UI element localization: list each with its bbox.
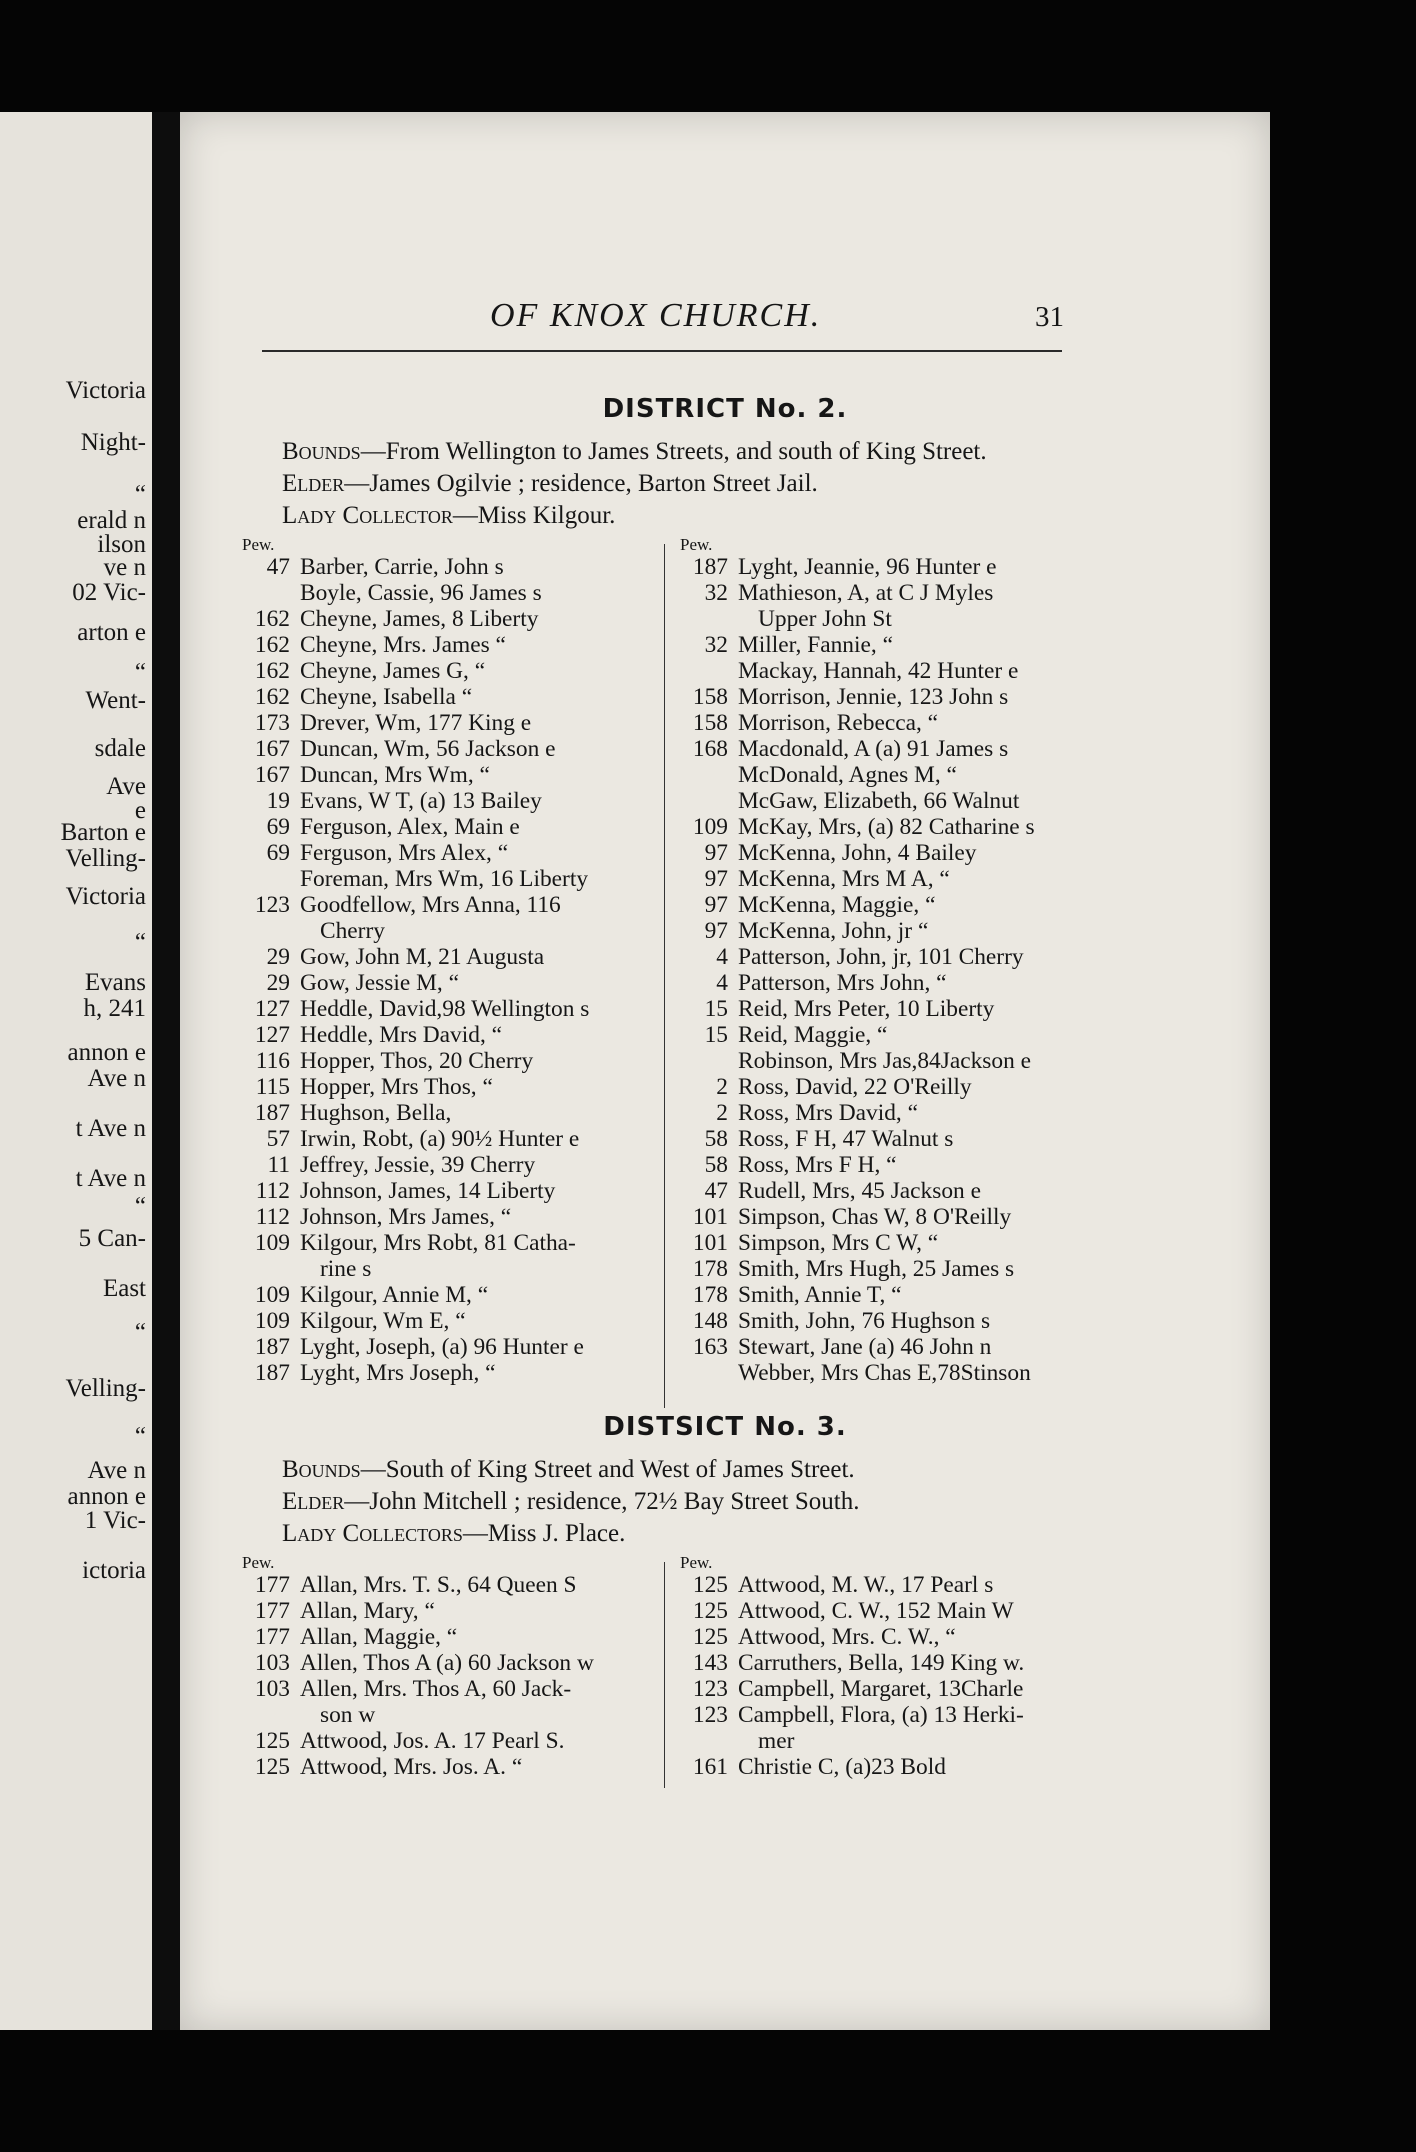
member-entry: Attwood, M. W., 17 Pearl s bbox=[738, 1572, 994, 1598]
list-item bbox=[678, 1754, 1078, 1780]
list-item bbox=[678, 554, 1078, 580]
member-entry: Irwin, Robt, (a) 90½ Hunter e bbox=[300, 1126, 580, 1152]
list-item bbox=[240, 736, 640, 762]
pew-number: 127 bbox=[254, 1022, 290, 1048]
list-item bbox=[678, 606, 1078, 632]
previous-page-edge bbox=[0, 112, 152, 2030]
member-entry: Drever, Wm, 177 King e bbox=[300, 710, 532, 736]
pew-number: 57 bbox=[266, 1126, 290, 1152]
list-item bbox=[240, 1676, 640, 1702]
list-item bbox=[678, 1126, 1078, 1152]
pew-number bbox=[678, 658, 738, 684]
list-item bbox=[240, 658, 640, 684]
previous-page-text: “ bbox=[134, 1193, 146, 1220]
list-item bbox=[678, 1074, 1078, 1100]
list-item bbox=[678, 1650, 1078, 1676]
pew-number: 158 bbox=[692, 684, 728, 710]
member-entry: Johnson, James, 14 Liberty bbox=[300, 1178, 556, 1204]
list-item bbox=[240, 1360, 640, 1386]
member-entry: Ross, F H, 47 Walnut s bbox=[738, 1126, 954, 1152]
member-entry: McKay, Mrs, (a) 82 Catharine s bbox=[738, 814, 1035, 840]
list-item bbox=[678, 1048, 1078, 1074]
member-entry: Upper John St bbox=[758, 606, 892, 632]
member-entry: Patterson, John, jr, 101 Cherry bbox=[738, 944, 1024, 970]
previous-page-text: arton e bbox=[77, 619, 146, 646]
list-item bbox=[240, 1022, 640, 1048]
document-page bbox=[180, 112, 1270, 2030]
pew-number: 123 bbox=[692, 1702, 728, 1728]
member-entry: McDonald, Agnes M, “ bbox=[738, 762, 957, 788]
list-item bbox=[240, 944, 640, 970]
list-item bbox=[678, 1572, 1078, 1598]
previous-page-text: h, 241 bbox=[83, 995, 146, 1022]
list-item bbox=[240, 554, 640, 580]
pew-number: 162 bbox=[254, 684, 290, 710]
member-entry: Hopper, Mrs Thos, “ bbox=[300, 1074, 493, 1100]
previous-page-text: 02 Vic- bbox=[72, 579, 146, 606]
previous-page-text: ve n bbox=[103, 554, 146, 581]
pew-number: 125 bbox=[254, 1728, 290, 1754]
list-item bbox=[240, 970, 640, 996]
member-entry: Attwood, Jos. A. 17 Pearl S. bbox=[300, 1728, 565, 1754]
member-entry: Christie C, (a)23 Bold bbox=[738, 1754, 946, 1780]
list-item bbox=[240, 866, 640, 892]
pew-number: 112 bbox=[255, 1204, 290, 1230]
list-item bbox=[240, 892, 640, 918]
member-entry: Hughson, Bella, bbox=[300, 1100, 452, 1126]
list-item bbox=[240, 762, 640, 788]
pew-number bbox=[240, 866, 300, 892]
district-3-left-column bbox=[240, 1554, 640, 1780]
running-head bbox=[180, 297, 1270, 337]
previous-page-text: 5 Can- bbox=[78, 1225, 146, 1252]
list-item bbox=[240, 1334, 640, 1360]
member-entry: Kilgour, Wm E, “ bbox=[300, 1308, 466, 1334]
district-3-collector: Lady Collectors—Miss J. Place. bbox=[282, 1520, 626, 1547]
member-entry: Ross, David, 22 O'Reilly bbox=[738, 1074, 972, 1100]
member-entry: Cheyne, James, 8 Liberty bbox=[300, 606, 539, 632]
pew-number: 187 bbox=[254, 1100, 290, 1126]
pew-label: Pew. bbox=[680, 535, 713, 554]
member-entry: Stewart, Jane (a) 46 John n bbox=[738, 1334, 992, 1360]
pew-number: 162 bbox=[254, 658, 290, 684]
member-entry: Simpson, Chas W, 8 O'Reilly bbox=[738, 1204, 1012, 1230]
member-entry: Foreman, Mrs Wm, 16 Liberty bbox=[300, 866, 589, 892]
previous-page-text: t Ave n bbox=[75, 1165, 146, 1192]
column-divider bbox=[664, 544, 665, 1408]
previous-page-text: “ bbox=[134, 1319, 146, 1346]
pew-number: 32 bbox=[704, 632, 728, 658]
member-entry: Morrison, Rebecca, “ bbox=[738, 710, 939, 736]
previous-page-text: Went- bbox=[85, 687, 146, 714]
pew-number: 187 bbox=[692, 554, 728, 580]
list-item bbox=[240, 814, 640, 840]
member-entry: Mackay, Hannah, 42 Hunter e bbox=[738, 658, 1019, 684]
pew-number: 168 bbox=[692, 736, 728, 762]
previous-page-text: annon e bbox=[67, 1483, 146, 1510]
district-3-elder: Elder—John Mitchell ; residence, 72½ Bay Street South. bbox=[282, 1488, 860, 1515]
pew-number: 11 bbox=[267, 1152, 290, 1178]
list-item bbox=[678, 710, 1078, 736]
list-item bbox=[240, 1650, 640, 1676]
pew-number: 103 bbox=[254, 1676, 290, 1702]
member-entry: Attwood, C. W., 152 Main W bbox=[738, 1598, 1014, 1624]
member-entry: Heddle, Mrs David, “ bbox=[300, 1022, 503, 1048]
member-entry: Miller, Fannie, “ bbox=[738, 632, 893, 658]
member-entry: Campbell, Flora, (a) 13 Herki- bbox=[738, 1702, 1024, 1728]
member-entry: Allen, Thos A (a) 60 Jackson w bbox=[300, 1650, 594, 1676]
member-entry: Heddle, David,98 Wellington s bbox=[300, 996, 590, 1022]
member-entry: Morrison, Jennie, 123 John s bbox=[738, 684, 1009, 710]
list-item bbox=[678, 1702, 1078, 1728]
member-entry: mer bbox=[758, 1728, 795, 1754]
pew-number: 97 bbox=[704, 918, 728, 944]
pew-number: 2 bbox=[716, 1074, 728, 1100]
member-entry: Cherry bbox=[320, 918, 385, 944]
pew-number: 101 bbox=[692, 1204, 728, 1230]
member-entry: Lyght, Jeannie, 96 Hunter e bbox=[738, 554, 997, 580]
pew-label: Pew. bbox=[242, 535, 275, 554]
list-item bbox=[678, 814, 1078, 840]
pew-number: 115 bbox=[255, 1074, 290, 1100]
list-item bbox=[240, 606, 640, 632]
member-entry: Evans, W T, (a) 13 Bailey bbox=[300, 788, 542, 814]
list-item bbox=[240, 632, 640, 658]
list-item bbox=[678, 1204, 1078, 1230]
previous-page-text: t Ave n bbox=[75, 1115, 146, 1142]
list-item bbox=[240, 1204, 640, 1230]
list-item bbox=[678, 944, 1078, 970]
pew-number: 125 bbox=[254, 1754, 290, 1780]
header-rule bbox=[262, 350, 1062, 352]
list-item bbox=[240, 1308, 640, 1334]
list-item bbox=[240, 918, 640, 944]
previous-page-text: Barton e bbox=[60, 819, 146, 846]
previous-page-text: 1 Vic- bbox=[84, 1507, 146, 1534]
pew-number: 148 bbox=[692, 1308, 728, 1334]
pew-number: 162 bbox=[254, 632, 290, 658]
pew-number: 109 bbox=[692, 814, 728, 840]
member-entry: Lyght, Mrs Joseph, “ bbox=[300, 1360, 496, 1386]
pew-number bbox=[240, 918, 300, 944]
previous-page-text: Ave n bbox=[87, 1457, 146, 1484]
pew-number: 97 bbox=[704, 840, 728, 866]
pew-number bbox=[240, 1256, 300, 1282]
pew-number: 47 bbox=[704, 1178, 728, 1204]
member-entry: Ferguson, Alex, Main e bbox=[300, 814, 520, 840]
pew-number: 97 bbox=[704, 866, 728, 892]
pew-number: 101 bbox=[692, 1230, 728, 1256]
list-item bbox=[678, 866, 1078, 892]
member-entry: McKenna, John, 4 Bailey bbox=[738, 840, 977, 866]
list-item bbox=[678, 1624, 1078, 1650]
previous-page-text: Ave bbox=[106, 773, 146, 800]
pew-number: 69 bbox=[266, 840, 290, 866]
list-item bbox=[678, 1728, 1078, 1754]
pew-number: 19 bbox=[266, 788, 290, 814]
pew-label: Pew. bbox=[680, 1553, 713, 1572]
pew-number: 162 bbox=[254, 606, 290, 632]
list-item bbox=[240, 710, 640, 736]
list-item bbox=[678, 1282, 1078, 1308]
pew-label: Pew. bbox=[242, 1553, 275, 1572]
pew-number: 173 bbox=[254, 710, 290, 736]
list-item bbox=[678, 1360, 1078, 1386]
list-item bbox=[678, 1598, 1078, 1624]
district-2-collector: Lady Collector—Miss Kilgour. bbox=[282, 502, 616, 529]
member-entry: rine s bbox=[320, 1256, 372, 1282]
member-entry: Cheyne, James G, “ bbox=[300, 658, 486, 684]
list-item bbox=[678, 1308, 1078, 1334]
list-item bbox=[678, 1022, 1078, 1048]
previous-page-text: “ bbox=[134, 929, 146, 956]
pew-number: 158 bbox=[692, 710, 728, 736]
previous-page-text: Evans bbox=[84, 969, 146, 996]
list-item bbox=[240, 1256, 640, 1282]
list-item bbox=[240, 1074, 640, 1100]
district-2-heading: DISTRICT No. 2. bbox=[602, 394, 848, 424]
member-entry: Smith, John, 76 Hughson s bbox=[738, 1308, 991, 1334]
member-entry: son w bbox=[320, 1702, 376, 1728]
pew-number bbox=[678, 762, 738, 788]
book-gutter bbox=[152, 112, 180, 2030]
pew-number: 109 bbox=[254, 1308, 290, 1334]
list-item bbox=[240, 1728, 640, 1754]
member-entry: McGaw, Elizabeth, 66 Walnut bbox=[738, 788, 1020, 814]
member-entry: Kilgour, Mrs Robt, 81 Catha- bbox=[300, 1230, 576, 1256]
previous-page-text: e bbox=[134, 797, 146, 824]
district-3-heading: DISTSICT No. 3. bbox=[603, 1412, 847, 1442]
member-entry: Johnson, Mrs James, “ bbox=[300, 1204, 512, 1230]
list-item bbox=[678, 762, 1078, 788]
member-entry: Jeffrey, Jessie, 39 Cherry bbox=[300, 1152, 536, 1178]
list-item bbox=[240, 684, 640, 710]
pew-number: 29 bbox=[266, 970, 290, 996]
list-item bbox=[678, 736, 1078, 762]
list-item bbox=[240, 788, 640, 814]
list-item bbox=[678, 892, 1078, 918]
pew-number: 161 bbox=[692, 1754, 728, 1780]
pew-number: 97 bbox=[704, 892, 728, 918]
pew-number: 109 bbox=[254, 1230, 290, 1256]
pew-number bbox=[678, 1048, 738, 1074]
pew-number: 69 bbox=[266, 814, 290, 840]
member-entry: Allan, Maggie, “ bbox=[300, 1624, 458, 1650]
column-divider bbox=[664, 1562, 665, 1788]
member-entry: McKenna, Maggie, “ bbox=[738, 892, 936, 918]
pew-number: 109 bbox=[254, 1282, 290, 1308]
previous-page-text: sdale bbox=[94, 735, 146, 762]
member-entry: Boyle, Cassie, 96 James s bbox=[300, 580, 542, 606]
list-item bbox=[240, 1598, 640, 1624]
list-item bbox=[678, 970, 1078, 996]
pew-number: 125 bbox=[692, 1572, 728, 1598]
pew-number bbox=[678, 1728, 738, 1754]
member-entry: Lyght, Joseph, (a) 96 Hunter e bbox=[300, 1334, 584, 1360]
list-item bbox=[678, 996, 1078, 1022]
pew-number: 177 bbox=[254, 1598, 290, 1624]
member-entry: Gow, Jessie M, “ bbox=[300, 970, 459, 996]
member-entry: Ferguson, Mrs Alex, “ bbox=[300, 840, 509, 866]
member-entry: Webber, Mrs Chas E,78Stinson bbox=[738, 1360, 1031, 1386]
pew-number: 58 bbox=[704, 1126, 728, 1152]
pew-number: 58 bbox=[704, 1152, 728, 1178]
previous-page-text: “ bbox=[134, 1423, 146, 1450]
pew-number bbox=[240, 580, 300, 606]
list-item bbox=[240, 1178, 640, 1204]
previous-page-text: Victoria bbox=[65, 883, 146, 910]
page-number: 31 bbox=[1035, 301, 1064, 333]
member-entry: Reid, Mrs Peter, 10 Liberty bbox=[738, 996, 995, 1022]
pew-number: 15 bbox=[704, 996, 728, 1022]
member-entry: Kilgour, Annie M, “ bbox=[300, 1282, 489, 1308]
previous-page-text: ilson bbox=[97, 531, 146, 558]
list-item bbox=[240, 1100, 640, 1126]
district-3-right-column bbox=[678, 1554, 1078, 1780]
list-item bbox=[240, 1126, 640, 1152]
member-entry: Duncan, Wm, 56 Jackson e bbox=[300, 736, 556, 762]
pew-number: 177 bbox=[254, 1572, 290, 1598]
list-item bbox=[240, 1572, 640, 1598]
member-entry: Reid, Maggie, “ bbox=[738, 1022, 888, 1048]
pew-number: 29 bbox=[266, 944, 290, 970]
previous-page-text: Victoria bbox=[65, 377, 146, 404]
member-entry: Goodfellow, Mrs Anna, 116 bbox=[300, 892, 561, 918]
member-entry: Mathieson, A, at C J Myles bbox=[738, 580, 994, 606]
district-2-right-column bbox=[678, 536, 1078, 1386]
list-item bbox=[240, 1282, 640, 1308]
pew-number: 178 bbox=[692, 1256, 728, 1282]
pew-number: 123 bbox=[254, 892, 290, 918]
pew-number: 47 bbox=[266, 554, 290, 580]
member-entry: Allan, Mrs. T. S., 64 Queen S bbox=[300, 1572, 577, 1598]
list-item bbox=[678, 658, 1078, 684]
member-entry: Robinson, Mrs Jas,84Jackson e bbox=[738, 1048, 1032, 1074]
member-entry: Ross, Mrs F H, “ bbox=[738, 1152, 897, 1178]
member-entry: Gow, John M, 21 Augusta bbox=[300, 944, 545, 970]
list-item bbox=[240, 1624, 640, 1650]
pew-number: 187 bbox=[254, 1334, 290, 1360]
list-item bbox=[678, 1230, 1078, 1256]
member-entry: McKenna, John, jr “ bbox=[738, 918, 929, 944]
pew-number: 15 bbox=[704, 1022, 728, 1048]
list-item bbox=[240, 1048, 640, 1074]
pew-number: 177 bbox=[254, 1624, 290, 1650]
pew-number: 127 bbox=[254, 996, 290, 1022]
member-entry: Attwood, Mrs. Jos. A. “ bbox=[300, 1754, 523, 1780]
pew-number bbox=[678, 606, 738, 632]
pew-number: 112 bbox=[255, 1178, 290, 1204]
list-item bbox=[678, 1178, 1078, 1204]
member-entry: Rudell, Mrs, 45 Jackson e bbox=[738, 1178, 981, 1204]
member-entry: Campbell, Margaret, 13Charle bbox=[738, 1676, 1024, 1702]
member-entry: Carruthers, Bella, 149 King w. bbox=[738, 1650, 1025, 1676]
pew-number: 2 bbox=[716, 1100, 728, 1126]
pew-number: 123 bbox=[692, 1676, 728, 1702]
pew-number: 103 bbox=[254, 1650, 290, 1676]
member-entry: Smith, Annie T, “ bbox=[738, 1282, 902, 1308]
pew-number: 187 bbox=[254, 1360, 290, 1386]
previous-page-text: annon e bbox=[67, 1039, 146, 1066]
member-entry: Hopper, Thos, 20 Cherry bbox=[300, 1048, 534, 1074]
pew-number: 167 bbox=[254, 762, 290, 788]
district-2-bounds: Bounds—From Wellington to James Streets, and south of King Street. bbox=[282, 438, 987, 465]
previous-page-text: “ bbox=[134, 659, 146, 686]
member-entry: Cheyne, Mrs. James “ bbox=[300, 632, 506, 658]
running-head-title: OF KNOX CHURCH. bbox=[490, 297, 822, 334]
previous-page-text: “ bbox=[134, 481, 146, 508]
member-entry: Cheyne, Isabella “ bbox=[300, 684, 473, 710]
list-item bbox=[240, 1230, 640, 1256]
list-item bbox=[678, 580, 1078, 606]
list-item bbox=[678, 1334, 1078, 1360]
previous-page-text: Velling- bbox=[65, 1375, 146, 1402]
previous-page-text: Ave n bbox=[87, 1065, 146, 1092]
pew-number bbox=[678, 788, 738, 814]
pew-number: 32 bbox=[704, 580, 728, 606]
list-item bbox=[240, 840, 640, 866]
pew-number: 143 bbox=[692, 1650, 728, 1676]
pew-number bbox=[678, 1360, 738, 1386]
member-entry: Duncan, Mrs Wm, “ bbox=[300, 762, 490, 788]
pew-number: 178 bbox=[692, 1282, 728, 1308]
list-item bbox=[240, 996, 640, 1022]
district-2-elder: Elder—James Ogilvie ; residence, Barton Street Jail. bbox=[282, 470, 818, 497]
member-entry: Patterson, Mrs John, “ bbox=[738, 970, 947, 996]
list-item bbox=[678, 632, 1078, 658]
pew-number: 163 bbox=[692, 1334, 728, 1360]
member-entry: Allen, Mrs. Thos A, 60 Jack- bbox=[300, 1676, 572, 1702]
list-item bbox=[240, 1152, 640, 1178]
pew-number: 167 bbox=[254, 736, 290, 762]
previous-page-text: erald n bbox=[77, 507, 146, 534]
pew-number: 4 bbox=[716, 970, 728, 996]
list-item bbox=[678, 1100, 1078, 1126]
list-item bbox=[678, 1152, 1078, 1178]
member-entry: McKenna, Mrs M A, “ bbox=[738, 866, 950, 892]
list-item bbox=[240, 1702, 640, 1728]
pew-number bbox=[240, 1702, 300, 1728]
district-3-bounds: Bounds—South of King Street and West of James Street. bbox=[282, 1456, 855, 1483]
member-entry: Simpson, Mrs C W, “ bbox=[738, 1230, 939, 1256]
pew-number: 4 bbox=[716, 944, 728, 970]
district-2-left-column bbox=[240, 536, 640, 1386]
list-item bbox=[678, 1256, 1078, 1282]
pew-number: 125 bbox=[692, 1624, 728, 1650]
member-entry: Smith, Mrs Hugh, 25 James s bbox=[738, 1256, 1015, 1282]
member-entry: Barber, Carrie, John s bbox=[300, 554, 504, 580]
list-item bbox=[678, 1676, 1078, 1702]
pew-number: 125 bbox=[692, 1598, 728, 1624]
list-item bbox=[678, 918, 1078, 944]
list-item bbox=[678, 684, 1078, 710]
member-entry: Attwood, Mrs. C. W., “ bbox=[738, 1624, 956, 1650]
member-entry: Allan, Mary, “ bbox=[300, 1598, 435, 1624]
list-item bbox=[240, 580, 640, 606]
member-entry: Ross, Mrs David, “ bbox=[738, 1100, 918, 1126]
previous-page-text: ictoria bbox=[82, 1557, 146, 1584]
member-entry: Macdonald, A (a) 91 James s bbox=[738, 736, 1009, 762]
previous-page-text: East bbox=[102, 1275, 146, 1302]
previous-page-text: Night- bbox=[80, 429, 146, 456]
list-item bbox=[240, 1754, 640, 1780]
pew-number: 116 bbox=[255, 1048, 290, 1074]
list-item bbox=[678, 840, 1078, 866]
list-item bbox=[678, 788, 1078, 814]
previous-page-text: Velling- bbox=[65, 845, 146, 872]
